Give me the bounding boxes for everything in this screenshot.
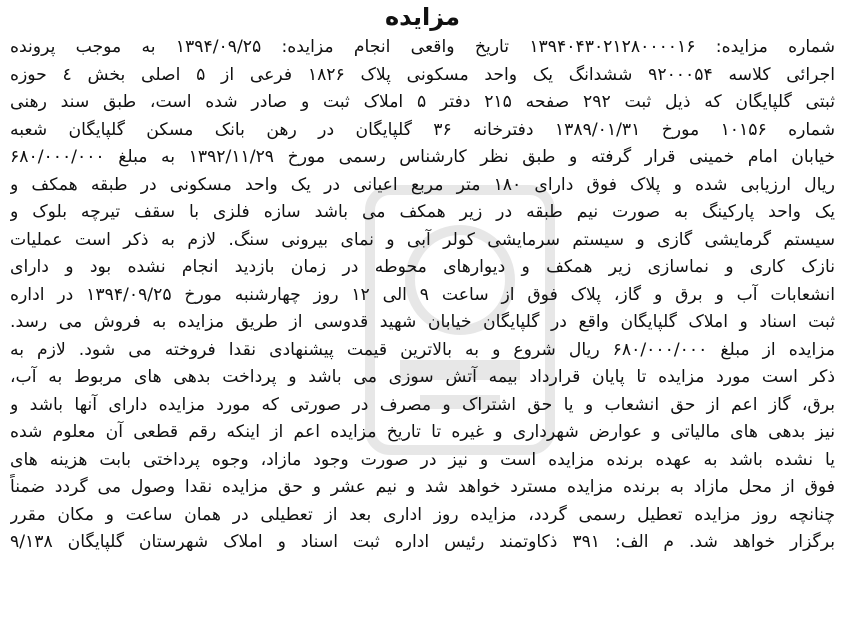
notice-line: اجرائی کلاسه ۹۲۰۰۰۵۴ ششدانگ یک واحد مسکونی پلاک ۱۸۲۶ فرعی از ۵ اصلی بخش ٤ حوزه xyxy=(10,64,835,85)
notice-line: ثبت اسناد و املاک گلپایگان واقع در گلپایگان خیابان شهید قدوسی از طریق مزایده به فروش می رسد. xyxy=(10,312,835,332)
notice-line: خیابان امام خمینی قرار گرفته و طبق نظر کارشناس رسمی مورخ ۱۳۹۲/۱۱/۲۹ به مبلغ ۶۸۰/۰۰۰/۰۰۰ xyxy=(10,147,835,167)
notice-line: برگزار خواهد شد. م الف: ۳۹۱ ذکاوتمند رئیس اداره ثبت اسناد و املاک شهرستان گلپایگان ۹/۱۳۸ xyxy=(10,532,835,552)
notice-line: شماره ۱۰۱۵۶ مورخ ۱۳۸۹/۰۱/۳۱ دفترخانه ۳۶ گلپایگان در رهن بانک مسکن گلپایگان شعبه xyxy=(10,119,835,140)
notice-line: نیز بدهی های مالیاتی و عوارض شهرداری و غیره تا تاریخ مزایده اعم از اینکه رقم قطعی آن معلوم شده xyxy=(10,422,835,442)
notice-line: ثبتی گلپایگان که ذیل ثبت ۲۹۲ صفحه ۲۱۵ دفتر ۵ املاک ثبت و صادر شده است، طبق سند رهنی xyxy=(10,92,835,112)
notice-line: ریال ارزیابی شده و پلاک فوق دارای ۱۸۰ متر مربع اعیانی در یک واحد مسکونی در طبقه همکف و xyxy=(10,174,835,195)
notice-line: نازک کاری و نماسازی زیر همکف و دیوارهای محوطه در زمان بازدید انجام نشده بود و دارای xyxy=(10,257,835,277)
notice-line: یا نشده باشد به عهده برنده مزایده است و نیز در صورت وجود مازاد، وجوه پرداختی بابت هزینه های xyxy=(10,449,835,470)
notice-line: ذکر است مورد مزایده تا پایان قرارداد بیمه آتش سوزی می باشد و پرداخت بدهی های مربوط به آب، xyxy=(10,367,835,387)
auction-notice-body xyxy=(10,34,835,557)
notice-line: چنانچه روز مزایده تعطیل رسمی گردد، مزایده روز اداری بعد از تعطیلی در همان ساعت و مکان مقرر xyxy=(10,504,835,525)
notice-line: انشعابات آب و برق و گاز، پلاک فوق از ساعت ۹ الی ۱۲ روز چهارشنبه مورخ ۱۳۹۴/۰۹/۲۵ در اداره xyxy=(10,284,835,305)
notice-line: سیستم گرمایشی گازی و سیستم سرمایشی کولر آبی و نمای بیرونی سنگ. لازم به ذکر است عملیات xyxy=(10,229,835,250)
notice-line: برق، گاز اعم از حق انشعاب و یا حق اشتراک و مصرف در صورتی که مورد مزایده دارای آنها باشد و xyxy=(10,394,835,415)
notice-line: مزایده از مبلغ ۶۸۰/۰۰۰/۰۰۰ ریال شروع و به بالاترین قیمت پیشنهادی نقدا فروخته می شود. لازم به xyxy=(10,339,835,360)
notice-line: شماره مزایده: ۱۳۹۴۰۴۳۰۲۱۲۸۰۰۰۰۱۶ تاریخ واقعی انجام مزایده: ۱۳۹۴/۰۹/۲۵ به موجب پرونده xyxy=(10,37,835,57)
notice-line: یک واحد پارکینگ به صورت نیم طبقه در زیر همکف می باشد سازه فلزی با سقف تیرچه بلوک و xyxy=(10,202,835,222)
document-title: مزایده xyxy=(384,3,461,31)
notice-line: فوق از محل مازاد به برنده مزایده مسترد خواهد شد و نیم عشر و حق مزایده نقدا وصول می گردد ضمناً xyxy=(10,477,835,497)
